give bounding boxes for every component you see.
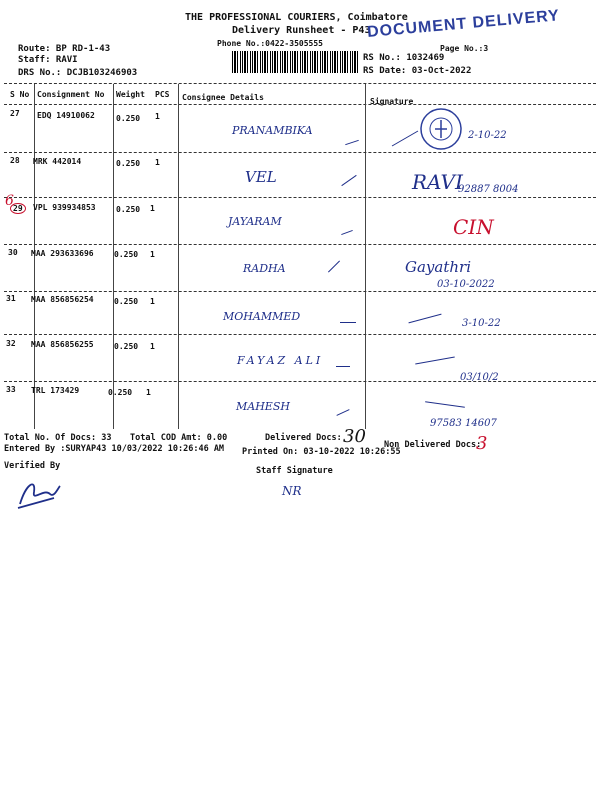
row-divider bbox=[4, 381, 596, 382]
row-sno: 28 bbox=[10, 156, 20, 165]
page-number: Page No.:3 bbox=[440, 44, 489, 53]
row-consignee: MOHAMMED bbox=[223, 310, 301, 323]
seal-icon bbox=[418, 106, 464, 152]
row-consignee: MAHESH bbox=[236, 400, 290, 413]
row-weight: 0.250 bbox=[116, 205, 141, 214]
row-consignment: VPL 939934853 bbox=[33, 203, 96, 212]
row-consignee: PRANAMBIKA bbox=[232, 124, 313, 137]
row-sno: 32 bbox=[6, 339, 16, 348]
row-pcs: 1 bbox=[150, 204, 155, 213]
row-pcs: 1 bbox=[155, 158, 160, 167]
row-consignment: TRL 173429 bbox=[31, 386, 80, 395]
entered-by: Entered By :SURYAP43 10/03/2022 10:26:46 AM bbox=[4, 444, 225, 454]
row-consignee: JAYARAM bbox=[228, 215, 282, 228]
row-sno: 30 bbox=[8, 248, 18, 257]
col-sno: S No bbox=[10, 90, 30, 99]
staff-signature-mark: NR bbox=[282, 484, 302, 498]
route-label: Route: BP RD-1-43 bbox=[18, 44, 111, 54]
row-weight: 0.250 bbox=[108, 388, 133, 397]
verified-by-label: Verified By bbox=[4, 461, 61, 471]
col-signature: Signature bbox=[370, 97, 414, 106]
col-divider bbox=[178, 84, 179, 429]
row-divider bbox=[4, 244, 596, 245]
row-pcs: 1 bbox=[150, 250, 155, 259]
row-signature-phone: 92887 8004 bbox=[458, 184, 519, 195]
row-weight: 0.250 bbox=[114, 250, 139, 259]
company-name: THE PROFESSIONAL COURIERS, Coimbatore bbox=[185, 12, 408, 23]
col-consignment: Consignment No bbox=[37, 90, 105, 99]
rs-date: RS Date: 03-Oct-2022 bbox=[363, 66, 472, 76]
row-consignee: VEL bbox=[245, 168, 277, 186]
staff-label: Staff: RAVI bbox=[18, 55, 78, 65]
tick-mark bbox=[336, 366, 350, 367]
header-top-rule bbox=[4, 83, 596, 84]
printed-on: Printed On: 03-10-2022 10:26:55 bbox=[242, 447, 401, 457]
col-consignee: Consignee Details bbox=[182, 93, 264, 102]
row-weight: 0.250 bbox=[114, 297, 139, 306]
row-divider bbox=[4, 334, 596, 335]
row-consignment: MAA 856856254 bbox=[31, 295, 94, 304]
row-pcs: 1 bbox=[146, 388, 151, 397]
delivered-docs-count: 30 bbox=[343, 426, 366, 447]
signature-stroke bbox=[425, 401, 465, 408]
row-sno: 31 bbox=[6, 294, 16, 303]
signature-stroke bbox=[408, 314, 441, 324]
barcode bbox=[232, 51, 358, 73]
col-pcs: PCS bbox=[155, 90, 170, 99]
row-consignee: RADHA bbox=[243, 262, 286, 275]
row-weight: 0.250 bbox=[116, 114, 141, 123]
tick-mark bbox=[336, 409, 349, 416]
row-consignment: EDQ 14910062 bbox=[37, 111, 95, 120]
total-cod: Total COD Amt: 0.00 bbox=[130, 433, 228, 443]
row-sno: 29 bbox=[10, 203, 26, 214]
row29-circle-mark: 6 bbox=[5, 193, 14, 209]
tick-mark bbox=[340, 322, 356, 323]
tick-mark bbox=[345, 140, 359, 145]
row-signature: Gayathri bbox=[405, 258, 471, 276]
row-weight: 0.250 bbox=[114, 342, 139, 351]
row-consignment: MAA 856856255 bbox=[31, 340, 94, 349]
row-divider bbox=[4, 197, 596, 198]
rs-number: RS No.: 1032469 bbox=[363, 53, 445, 63]
total-docs: Total No. Of Docs: 33 bbox=[4, 433, 112, 443]
row-signature: 97583 14607 bbox=[430, 418, 497, 429]
drs-number: DRS No.: DCJB103246903 bbox=[18, 68, 138, 78]
runsheet-title: Delivery Runsheet - P43 bbox=[232, 25, 371, 36]
row-consignee: FAYAZ ALI bbox=[237, 354, 324, 367]
col-weight: Weight bbox=[116, 90, 145, 99]
non-delivered-docs-count: 3 bbox=[476, 433, 488, 454]
tick-mark bbox=[341, 175, 356, 186]
row-signature: RAVI bbox=[412, 170, 463, 194]
col-divider bbox=[365, 84, 366, 429]
document-delivery-stamp: DOCUMENT DELIVERY bbox=[366, 7, 561, 42]
row-consignment: MAA 293633696 bbox=[31, 249, 94, 258]
row-pcs: 1 bbox=[155, 112, 160, 121]
row-weight: 0.250 bbox=[116, 159, 141, 168]
row-signature: 03/10/2 bbox=[460, 372, 499, 383]
row-signature: CIN bbox=[453, 215, 494, 239]
row-sno: 27 bbox=[10, 109, 20, 118]
non-delivered-docs-label: Non Delivered Docs: bbox=[384, 440, 482, 450]
header-bottom-rule bbox=[4, 104, 596, 105]
row-consignment: MRK 442014 bbox=[33, 157, 82, 166]
delivered-docs-label: Delivered Docs: bbox=[265, 433, 342, 443]
row-divider bbox=[4, 291, 596, 292]
signature-stroke bbox=[415, 357, 455, 365]
row-pcs: 1 bbox=[150, 297, 155, 306]
tick-mark bbox=[328, 260, 340, 272]
row-signature: 3-10-22 bbox=[462, 318, 501, 329]
row-signature-date: 03-10-2022 bbox=[437, 279, 495, 290]
signature-stroke bbox=[392, 131, 418, 147]
row-divider bbox=[4, 152, 596, 153]
tick-mark bbox=[341, 230, 353, 235]
verifier-signature-icon bbox=[14, 474, 64, 514]
phone-number: Phone No.:0422-3505555 bbox=[217, 39, 323, 48]
staff-signature-label: Staff Signature bbox=[256, 466, 333, 476]
row-sno: 33 bbox=[6, 385, 16, 394]
row-signature: 2-10-22 bbox=[468, 130, 507, 141]
row-pcs: 1 bbox=[150, 342, 155, 351]
